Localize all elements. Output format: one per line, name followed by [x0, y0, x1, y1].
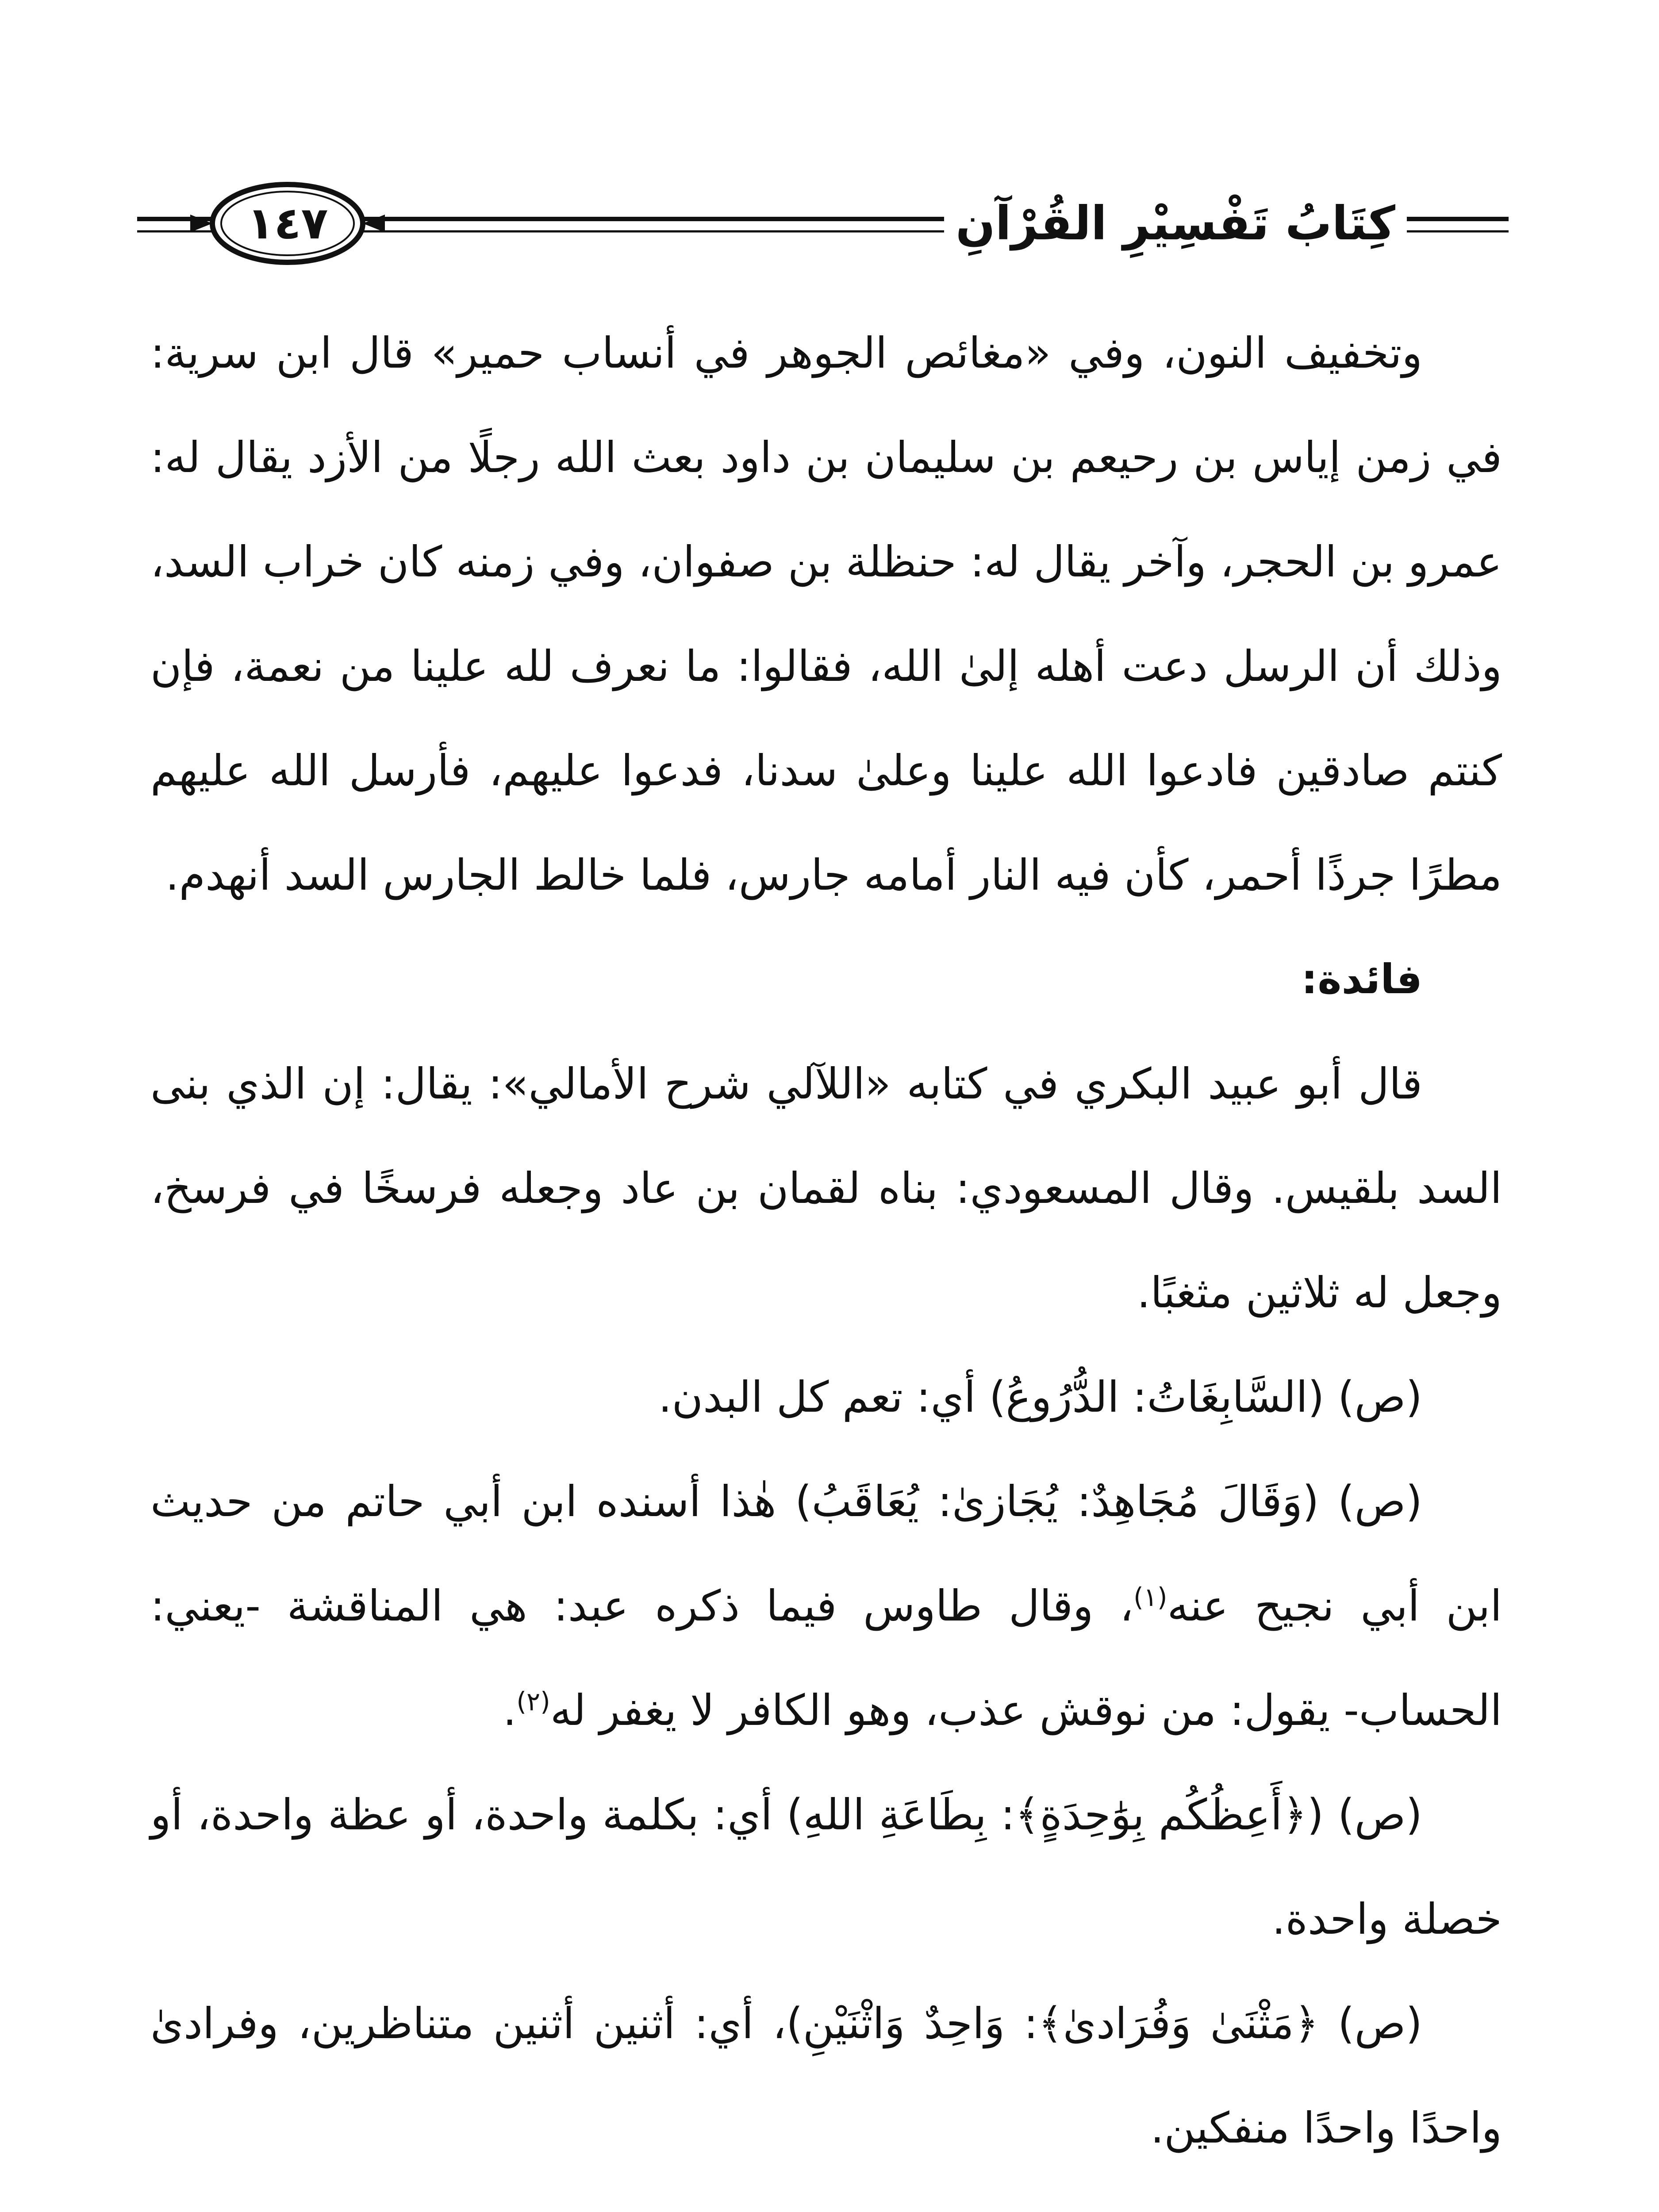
paragraph: (ص) (السَّابِغَاتُ: الدُّرُوعُ) أي: تعم كل البدن.: [658, 1372, 1422, 1422]
running-header: [137, 175, 1509, 276]
paragraph-text: .: [503, 1686, 517, 1735]
page-number: ١٤٧: [247, 197, 328, 249]
paragraph: [150, 1449, 1502, 1763]
book-title: كِتَابُ تَفْسِيْرِ القُرْآنِ: [944, 192, 1407, 254]
paragraph: (ص) (﴿أَعِظُكُم بِوَٰحِدَةٍ﴾: بِطَاعَةِ اللهِ) أي: بكلمة واحدة، أو عظة واحدة، أو خصلة واحدة.: [150, 1790, 1502, 1944]
paragraph: (ص) ﴿مَثْنَىٰ وَفُرَادىٰ﴾: وَاحِدٌ وَاثْنَيْنِ)، أي: أثنين أثنين متناظرين، وفرادىٰ واحدًا واحدًا منفكين.: [150, 1999, 1502, 2153]
footnote-reference-1[interactable]: (١): [1133, 1582, 1167, 1612]
paragraph: وتخفيف النون، وفي «مغائص الجوهر في أنساب حمير» قال ابن سرية: في زمن إياس بن رحيعم بن سليمان بن داود بعث الله رجلًا من الأزد يقال له: عمرو بن الحجر، وآخر يقال له: حنظلة بن صفوان، وفي زمنه كان خراب السد، وذلك أن الرسل دعت أهله إلىٰ الله، فقالوا: ما نعرف لله علينا من نعمة، فإن كنتم صادقين فادعوا الله علينا وعلىٰ سدنا، فدعوا عليهم، فأرسل الله عليهم مطرًا جرذًا أحمر، كأن فيه النار أمامه جارس، فلما خالط الجارس السد أنهدم.: [150, 328, 1502, 900]
main-text: [150, 301, 1502, 2180]
footnote-reference-2[interactable]: (٢): [516, 1686, 550, 1717]
section-heading: فائدة:: [1301, 956, 1422, 1003]
paragraph: قال أبو عبيد البكري في كتابه «اللآلي شرح الأمالي»: يقال: إن الذي بنى السد بلقيس. وقال المسعودي: بناه لقمان بن عاد وجعله فرسخًا في فرسخ، وجعل له ثلاثين مثغبًا.: [150, 1059, 1502, 1317]
paragraph-text: (ص) (وَقَالَ مُجَاهِدٌ: يُجَازىٰ: يُعَاقَبُ) هٰذا أسنده ابن أبي حاتم من حديث ابن أبي نجيح عنه: [150, 1477, 1502, 1631]
paragraph-text: ، وقال طاوس فيما ذكره عبد: هي المناقشة -يعني: الحساب- يقول: من نوقش عذب، وهو الكافر لا يغفر له: [150, 1581, 1502, 1735]
